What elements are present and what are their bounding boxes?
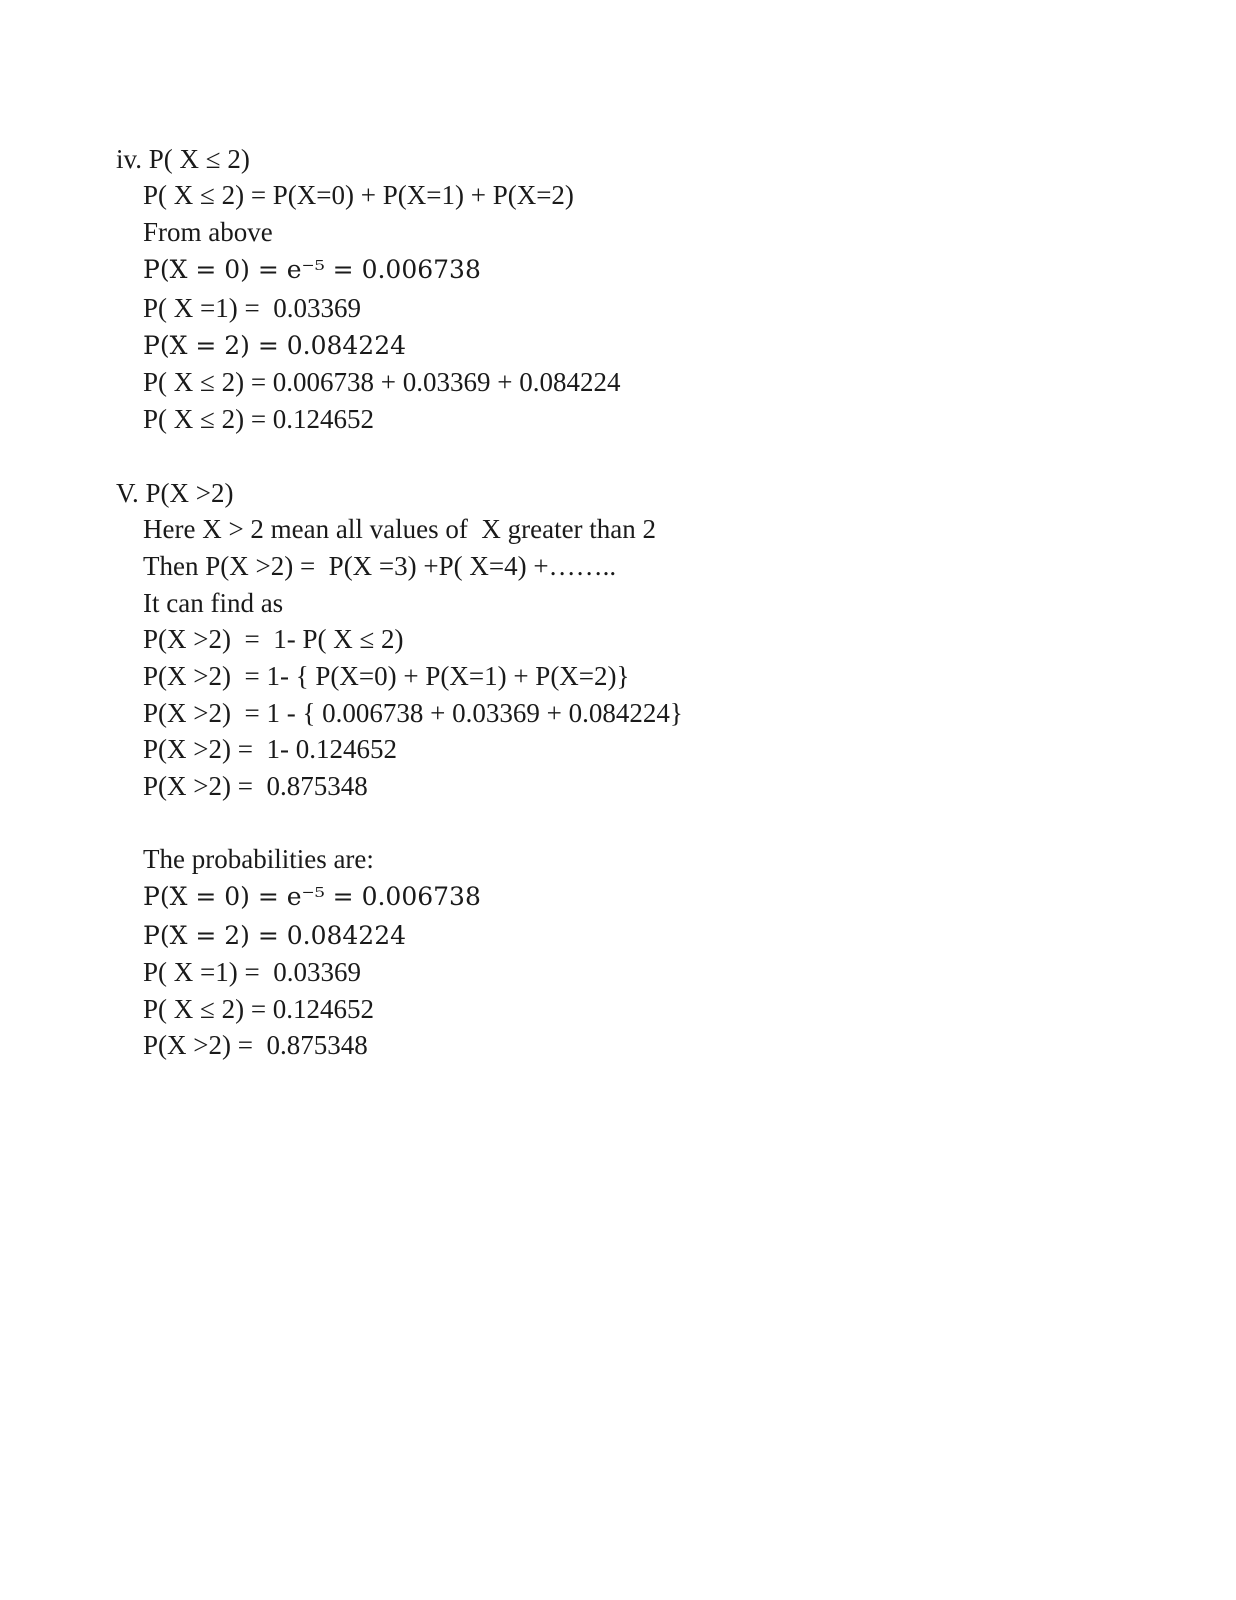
- summary-line-2: P(X = 2) = 0.084224: [143, 921, 407, 950]
- section-iv-line-2: From above: [143, 217, 273, 247]
- section-iv-heading: iv. P( X ≤ 2): [116, 144, 250, 174]
- summary-heading: The probabilities are:: [143, 844, 374, 874]
- section-v-line-5: P(X >2) = 1- { P(X=0) + P(X=1) + P(X=2)}: [143, 661, 630, 691]
- summary-line-3: P( X =1) = 0.03369: [143, 957, 361, 987]
- section-iv-line-3: P(X = 0) = e⁻⁵ = 0.006738: [143, 255, 481, 284]
- section-iv-line-5: P(X = 2) = 0.084224: [143, 331, 407, 360]
- section-v-line-1: Here X > 2 mean all values of X greater than 2: [143, 514, 657, 544]
- summary-line-1: P(X = 0) = e⁻⁵ = 0.006738: [143, 882, 481, 911]
- section-v-line-2: Then P(X >2) = P(X =3) +P( X=4) +……..: [143, 551, 617, 581]
- section-v-line-4: P(X >2) = 1- P( X ≤ 2): [143, 624, 404, 654]
- section-v-line-8: P(X >2) = 0.875348: [143, 771, 368, 801]
- section-iv-line-7: P( X ≤ 2) = 0.124652: [143, 404, 375, 434]
- section-v-line-6: P(X >2) = 1 - { 0.006738 + 0.03369 + 0.084224}: [143, 698, 683, 728]
- summary-line-4: P( X ≤ 2) = 0.124652: [143, 994, 375, 1024]
- summary-line-5: P(X >2) = 0.875348: [143, 1030, 368, 1060]
- section-v-line-7: P(X >2) = 1- 0.124652: [143, 734, 397, 764]
- section-iv-line-4: P( X =1) = 0.03369: [143, 293, 361, 323]
- section-iv-line-1: P( X ≤ 2) = P(X=0) + P(X=1) + P(X=2): [143, 180, 574, 210]
- section-iv-line-6: P( X ≤ 2) = 0.006738 + 0.03369 + 0.084224: [143, 367, 621, 397]
- section-v-heading: V. P(X >2): [116, 478, 234, 508]
- section-v-line-3: It can find as: [143, 588, 284, 618]
